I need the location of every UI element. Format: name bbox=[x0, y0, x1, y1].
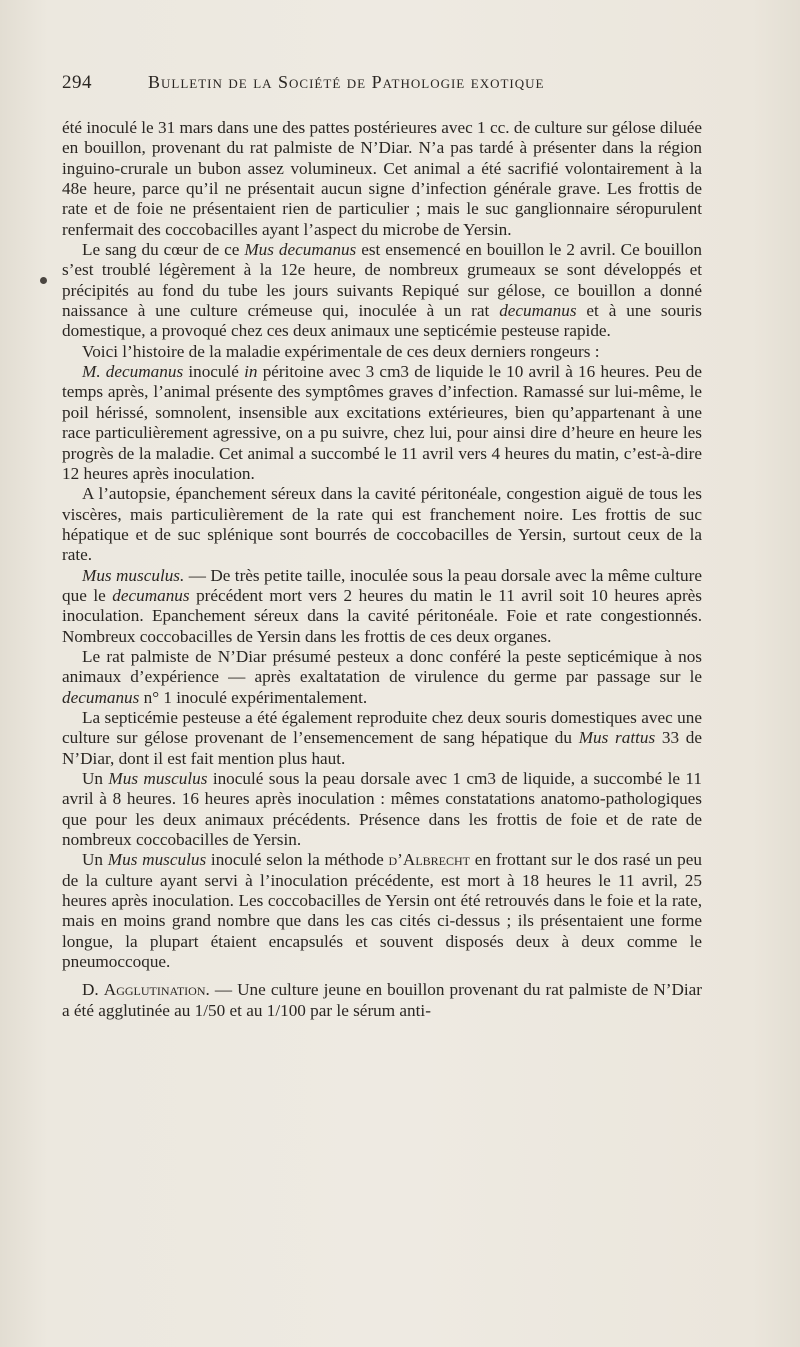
small-caps-term: d’Albrecht bbox=[388, 850, 470, 870]
text-run: D. bbox=[82, 980, 104, 1000]
small-caps-term: Agglutination. bbox=[103, 980, 210, 1000]
text-run: Un bbox=[82, 850, 108, 870]
italic-term: Mus musculus bbox=[107, 850, 207, 870]
paragraph bbox=[62, 566, 702, 647]
paragraph bbox=[62, 769, 702, 850]
text-run: inoculé sous la peau dorsale avec 1 cm3 de liquide, a succombé le 11 avril à 8 heures. 16 heures après inoculation : mêmes constatations anatomo-pathologiques que pour les deux animaux précédents. Présence dans les frottis de foie et de rate de nombreux coccobacilles de Yersin. bbox=[62, 769, 702, 850]
text-run: A l’autopsie, épanchement séreux dans la cavité péritonéale, congestion aiguë de tous les viscères, mais particulièrement de la rate qui est franchement noire. Les frottis de suc hépatique et de suc splénique sont bourrés de coccobacilles de Yersin, surtout ceux de la rate. bbox=[62, 484, 702, 565]
paragraph bbox=[62, 484, 702, 565]
text-run: été inoculé le 31 mars dans une des pattes postérieures avec 1 cc. de culture sur gélose diluée en bouillon, provenant du rat palmiste de N’Diar. N’a pas tardé à présenter dans la région inguino-crurale un bubon assez volumineux. Cet animal a été sacrifié volontairement à la 48e heure, parce qu’il ne présentait aucun signe d’infection générale grave. Les frottis de rate et de foie ne présentaient rien de particulier ; mais le suc ganglionnaire séropurulent renfermait des coccobacilles ayant l’aspect du microbe de Yersin. bbox=[62, 118, 702, 239]
text-run: et à une souris domestique, a provoqué chez ces deux animaux une septicémie pesteuse rapide. bbox=[62, 301, 702, 341]
text-run: Le sang du cœur de ce bbox=[82, 240, 245, 260]
text-run: — De très petite taille, inoculée sous la peau dorsale avec la même culture que le bbox=[62, 565, 702, 605]
italic-term: Mus musculus. bbox=[82, 565, 185, 585]
paragraph bbox=[62, 647, 702, 708]
italic-term: decumanus bbox=[62, 687, 140, 707]
text-run: Un bbox=[82, 769, 109, 788]
italic-term: decumanus bbox=[499, 301, 577, 321]
paragraph bbox=[62, 118, 702, 240]
page-header bbox=[62, 72, 722, 98]
text-run: n° 1 inoculé expérimentalement. bbox=[139, 687, 368, 707]
italic-term: in bbox=[244, 362, 258, 382]
paragraph bbox=[62, 850, 702, 972]
text-run: La septicémie pesteuse a été également reproduite chez deux souris domestiques avec une culture sur gélose provenant de l’ensemencement de sang hépatique du bbox=[62, 707, 702, 748]
italic-term: Mus rattus bbox=[578, 728, 656, 748]
ink-spot bbox=[40, 277, 47, 284]
text-run: Voici l’histoire de la maladie expérimentale de ces deux derniers rongeurs : bbox=[82, 341, 600, 361]
text-run: 33 de N’Diar, dont il est fait mention plus haut. bbox=[62, 728, 702, 768]
italic-term: decumanus bbox=[112, 585, 190, 605]
running-title: Bulletin de la Société de Pathologie exotique bbox=[148, 72, 545, 92]
text-run: précédent mort vers 2 heures du matin le 11 avril soit 10 heures après inoculation. Epanchement séreux dans la cavité péritonéale. Foie et rate congestionnés. Nombreux coccobacilles de Yersin dans les frottis de ces deux organes. bbox=[62, 585, 702, 646]
page-number: 294 bbox=[62, 72, 92, 93]
text-run: inoculé bbox=[183, 362, 245, 382]
text-run: est ensemencé en bouillon le 2 avril. Ce bouillon s’est troublé légèrement à la 12e heure, de nombreux grumeaux se sont développés et précipités au fond du tube les jours suivants Repiqué sur gélose, ce bouillon a donné naissance à une culture crémeuse qui, inoculée à un rat bbox=[62, 240, 702, 321]
paragraph bbox=[62, 980, 702, 1021]
italic-term: Mus decumanus bbox=[244, 240, 357, 260]
paragraph bbox=[62, 362, 702, 484]
italic-term: M. decumanus bbox=[82, 362, 184, 382]
text-run: péritoine avec 3 cm3 de liquide le 10 avril à 16 heures. Peu de temps après, l’animal présente des symptômes graves d’infection. Ramassé sur lui-même, le poil hérissé, somnolent, insensible aux excitations extérieures, bien qu’appartenant à une race particulièrement agressive, on a pu suivre, chez lui, pour ainsi dire d’heure en heure les progrès de la maladie. Cet animal a succombé le 11 avril vers 4 heures du matin, c’est-à-dire 12 heures après inoculation. bbox=[62, 362, 702, 483]
paragraph bbox=[62, 342, 702, 362]
text-run: Le rat palmiste de N’Diar présumé pesteux a donc conféré la peste septicémique à nos animaux d’expérience — après exaltatation de virulence du germe par passage sur le bbox=[62, 646, 702, 687]
paragraph bbox=[62, 708, 702, 769]
italic-term: Mus musculus bbox=[108, 769, 208, 788]
text-run: — Une culture jeune en bouillon provenant du rat palmiste de N’Diar a été agglutinée au 1/50 et au 1/100 par le sérum anti- bbox=[62, 980, 702, 1020]
paragraph bbox=[62, 240, 702, 342]
text-run: en frottant sur le dos rasé un peu de la culture ayant servi à l’inoculation précédente, est mort à 18 heures le 11 avril, 25 heures après inoculation. Les coccobacilles de Yersin ont été retrouvés dans le foie et la rate, mais en moins grand nombre que dans les cas cités ci-dessus ; ils présentaient une forme longue, la plupart étaient encapsulés et souvent disposés deux à deux comme le pneumoccoque. bbox=[62, 850, 702, 972]
article-body bbox=[62, 118, 702, 1021]
text-run: inoculé selon la méthode bbox=[206, 850, 389, 870]
